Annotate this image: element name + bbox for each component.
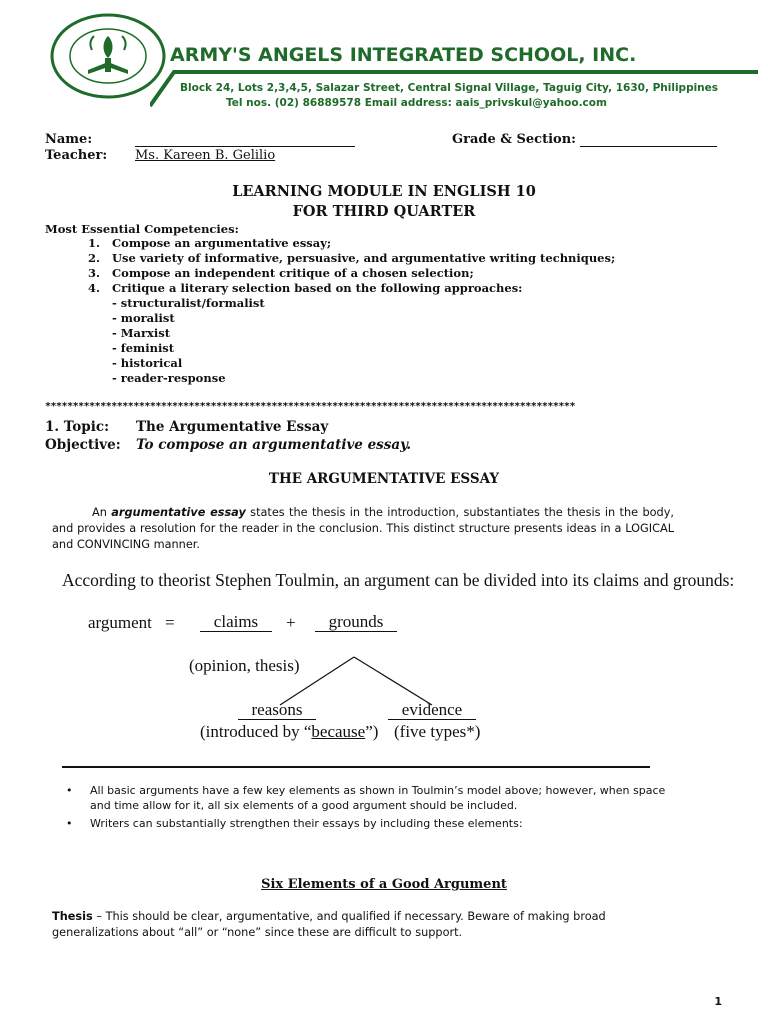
intro-term: argumentative essay (111, 506, 246, 519)
school-name: ARMY'S ANGELS INTEGRATED SCHOOL, INC. (170, 44, 637, 66)
approach-item: - moralist (112, 311, 175, 325)
topic-value: The Argumentative Essay (136, 419, 329, 435)
approach-item: - structuralist/formalist (112, 296, 265, 310)
bullet-item: • Writers can substantially strengthen their essays by including these elements: (66, 817, 523, 830)
model-plus: + (286, 613, 296, 632)
section-title: THE ARGUMENTATIVE ESSAY (268, 471, 500, 487)
competencies-list (88, 236, 615, 296)
approach-item: - feminist (112, 341, 175, 355)
competencies-heading: Most Essential Competencies: (45, 222, 239, 236)
asterisk-separator: ************************************************************************************************ (45, 401, 575, 412)
model-because: because (311, 722, 366, 741)
model-argument: argument (88, 613, 152, 632)
thesis-term: Thesis (52, 910, 93, 923)
objective-value: To compose an argumentative essay. (136, 437, 412, 453)
model-five-types: (five types*) (394, 722, 481, 741)
approach-item: - reader-response (112, 371, 226, 385)
name-field[interactable] (135, 132, 355, 147)
approach-item: - historical (112, 356, 183, 370)
model-introduced-by: (introduced by “because”) (200, 722, 379, 741)
teacher-value: Ms. Kareen B. Gelilio (135, 148, 276, 163)
model-claims: claims (200, 613, 272, 632)
grade-section-field[interactable] (580, 132, 717, 147)
bullet-icon: • (66, 817, 73, 830)
school-address: Block 24, Lots 2,3,4,5, Salazar Street, Central Signal Village, Taguig City, 1630, Philippines (180, 82, 719, 94)
model-equals: = (165, 613, 175, 632)
teacher-label: Teacher: (45, 148, 108, 163)
six-elements-title: Six Elements of a Good Argument (261, 877, 507, 892)
model-evidence: evidence (388, 701, 476, 720)
approach-item: - Marxist (112, 326, 171, 340)
competency-item: 3. Compose an independent critique of a chosen selection; (88, 266, 474, 280)
module-title-line2: FOR THIRD QUARTER (292, 203, 476, 220)
model-reasons: reasons (238, 701, 316, 720)
page-number: 1 (714, 995, 722, 1008)
toulmin-sentence: According to theorist Stephen Toulmin, an argument can be divided into its claims and grounds: (62, 570, 735, 590)
approaches-list (112, 296, 265, 386)
bullet-item: • All basic arguments have a few key elements as shown in Toulmin’s model above; however, when space and time allow for it, all six elements of a good argument should be included. (66, 784, 666, 812)
objective-label: Objective: (45, 437, 121, 453)
name-label: Name: (45, 132, 93, 147)
school-contact: Tel nos. (02) 86889578 Email address: aais_privskul@yahoo.com (226, 97, 607, 109)
competency-item: 4. Critique a literary selection based on the following approaches: (88, 281, 523, 295)
grade-section-label: Grade & Section: (452, 132, 576, 147)
intro-paragraph: An argumentative essay states the thesis in the introduction, substantiates the thesis in the body, and provides a resolution for the reader in the conclusion. This distinct structure presents ideas in a LOGICAL and CONVINCING manner. (52, 506, 674, 551)
competency-item: 2. Use variety of informative, persuasive, and argumentative writing techniques; (88, 251, 616, 265)
topic-label: 1. Topic: (45, 419, 110, 435)
competency-item: 1. Compose an argumentative essay; (88, 236, 332, 250)
section-divider (62, 766, 650, 768)
bullet-icon: • (66, 784, 73, 797)
model-opinion: (opinion, thesis) (189, 656, 300, 675)
module-title-line1: LEARNING MODULE IN ENGLISH 10 (232, 183, 536, 200)
thesis-paragraph: Thesis – This should be clear, argumentative, and qualified if necessary. Beware of making broad generalizations about “all” or “none” since these are difficult to support. (52, 910, 606, 939)
model-grounds: grounds (315, 613, 397, 632)
bullet-list (66, 783, 666, 834)
